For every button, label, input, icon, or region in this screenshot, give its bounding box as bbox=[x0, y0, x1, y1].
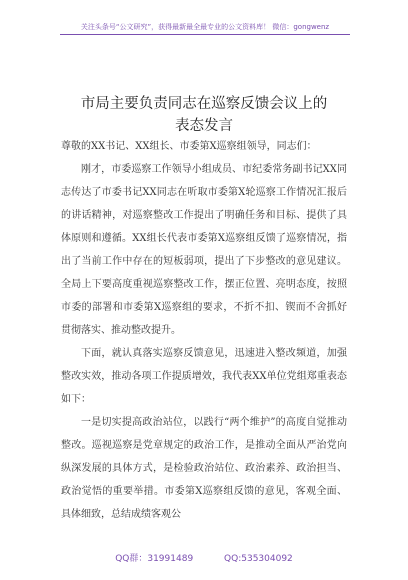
paragraph: 刚才，市委巡察工作领导小组成员、市纪委常务副书记XX同志传达了市委书记XX同志在听取市委第X轮巡察工作情况汇报后的讲话精神，对巡察整改工作提出了明确任务和目标、提供了具体原则和遵循。XX组长代表市委第X巡察组反馈了巡察情况，指出了当前工作中存在的短板弱项，提出了下步整改的意见建议。全局上下要高度重视巡察整改工作，摆正位置、亮明态度，按照市委的部署和市委第X巡察组的要求，不折不扣、锲而不舍抓好贯彻落实、推动整改提升。 bbox=[61, 164, 347, 336]
top-banner bbox=[60, 22, 350, 35]
document-title bbox=[0, 93, 408, 137]
salutation: 尊敬的XX书记、XX组长、市委第X巡察组领导，同志们： bbox=[61, 141, 317, 152]
footer bbox=[0, 551, 408, 564]
footer-qq-group: QQ群：31991489 bbox=[115, 554, 194, 564]
banner-text: 关注头条号“公文研究”，获得最新最全最专业的公文资料库！ 微信：gongwenz bbox=[80, 23, 330, 31]
document-body bbox=[61, 135, 347, 526]
footer-qq: QQ:535304092 bbox=[224, 554, 293, 564]
paragraph: 下面，就认真落实巡察反馈意见，迅速进入整改频道，加强整改实效，推动各项工作提质增效，我代表XX单位党组郑重表态如下： bbox=[61, 348, 347, 405]
paragraph: 一是切实提高政治站位，以践行“两个维护”的高度自觉推动整改。巡视巡察是党章规定的政治工作，是推动全面从严治党向纵深发展的具体方式，是检验政治站位、政治素养、政治担当、政治觉悟的重要举措。市委第X巡察组反馈的意见，客观全面、具体细致，总结成绩客观公 bbox=[61, 417, 347, 520]
title-line-1: 市局主要负责同志在巡察反馈会议上的 bbox=[80, 96, 328, 112]
title-line-2: 表态发言 bbox=[175, 118, 233, 134]
